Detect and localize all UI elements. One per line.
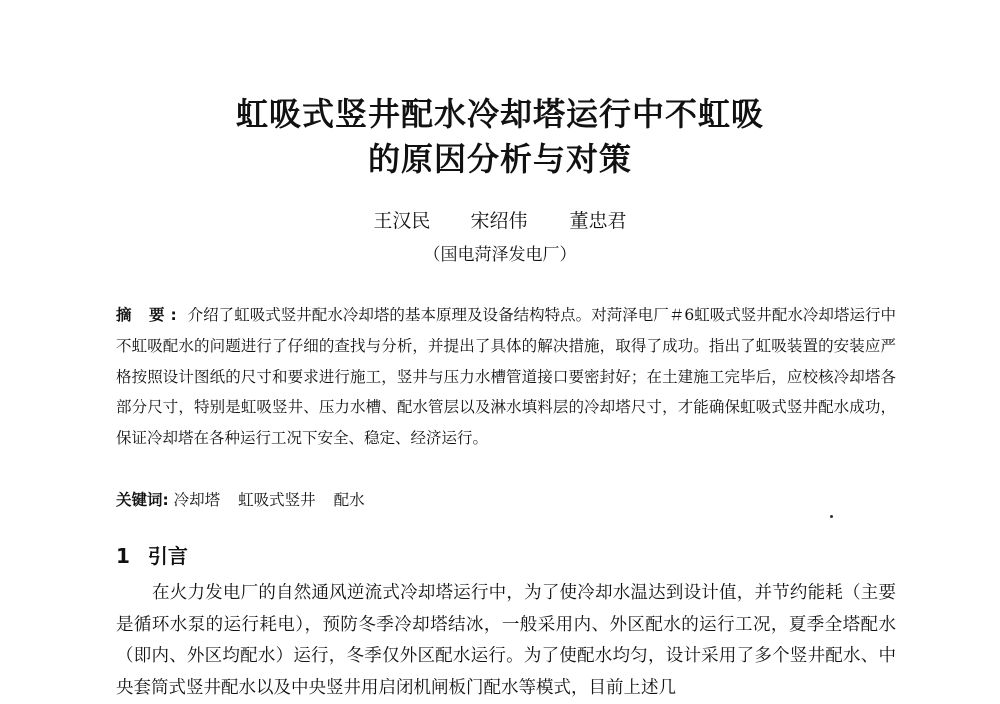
author-list [0, 208, 1000, 234]
body-paragraph: 在火力发电厂的自然通风逆流式冷却塔运行中，为了使冷却水温达到设计值，并节约能耗（主要是循环水泵的运行耗电），预防冬季冷却塔结冰，一般采用内、外区配水的运行工况，夏季全塔配水（即内、外区均配水）运行，冬季仅外区配水运行。为了使配水均匀，设计采用了多个竖井配水、中央套筒式竖井配水以及中央竖井用启闭机闸板门配水等模式，目前上述几 [116, 583, 896, 698]
keywords [116, 486, 896, 514]
section-number: 1 [116, 544, 130, 568]
scan-speck [830, 515, 833, 518]
abstract-label: 摘 要: [116, 306, 183, 324]
abstract-text: 介绍了虹吸式竖井配水冷却塔的基本原理及设备结构特点。对菏泽电厂＃6虹吸式竖井配水冷却塔运行中不虹吸配水的问题进行了仔细的查找与分析，并提出了具体的解决措施，取得了成功。指出了虹吸装置的安装应严格按照设计图纸的尺寸和要求进行施工，竖井与压力水槽管道接口要密封好；在土建施工完毕后，应校核冷却塔各部分尺寸，特别是虹吸竖井、压力水槽、配水管层以及淋水填料层的冷却塔尺寸，才能确保虹吸式竖井配水成功，保证冷却塔在各种运行工况下安全、稳定、经济运行。 [116, 306, 896, 448]
paper-title-line-1: 虹吸式竖井配水冷却塔运行中不虹吸 [235, 95, 764, 133]
keyword: 虹吸式竖井 [238, 491, 316, 509]
author-name: 董忠君 [569, 210, 627, 232]
keyword: 配水 [333, 491, 365, 509]
paper-title-line-2: 的原因分析与对策 [367, 140, 632, 178]
section-title: 引言 [147, 544, 188, 568]
section-heading [116, 542, 188, 570]
abstract [116, 300, 896, 454]
keyword: 冷却塔 [173, 491, 221, 509]
keywords-label: 关键词: [116, 491, 169, 509]
author-name: 宋绍伟 [470, 210, 528, 232]
author-name: 王汉民 [373, 210, 431, 232]
author-affiliation: （国电菏泽发电厂） [423, 245, 577, 265]
